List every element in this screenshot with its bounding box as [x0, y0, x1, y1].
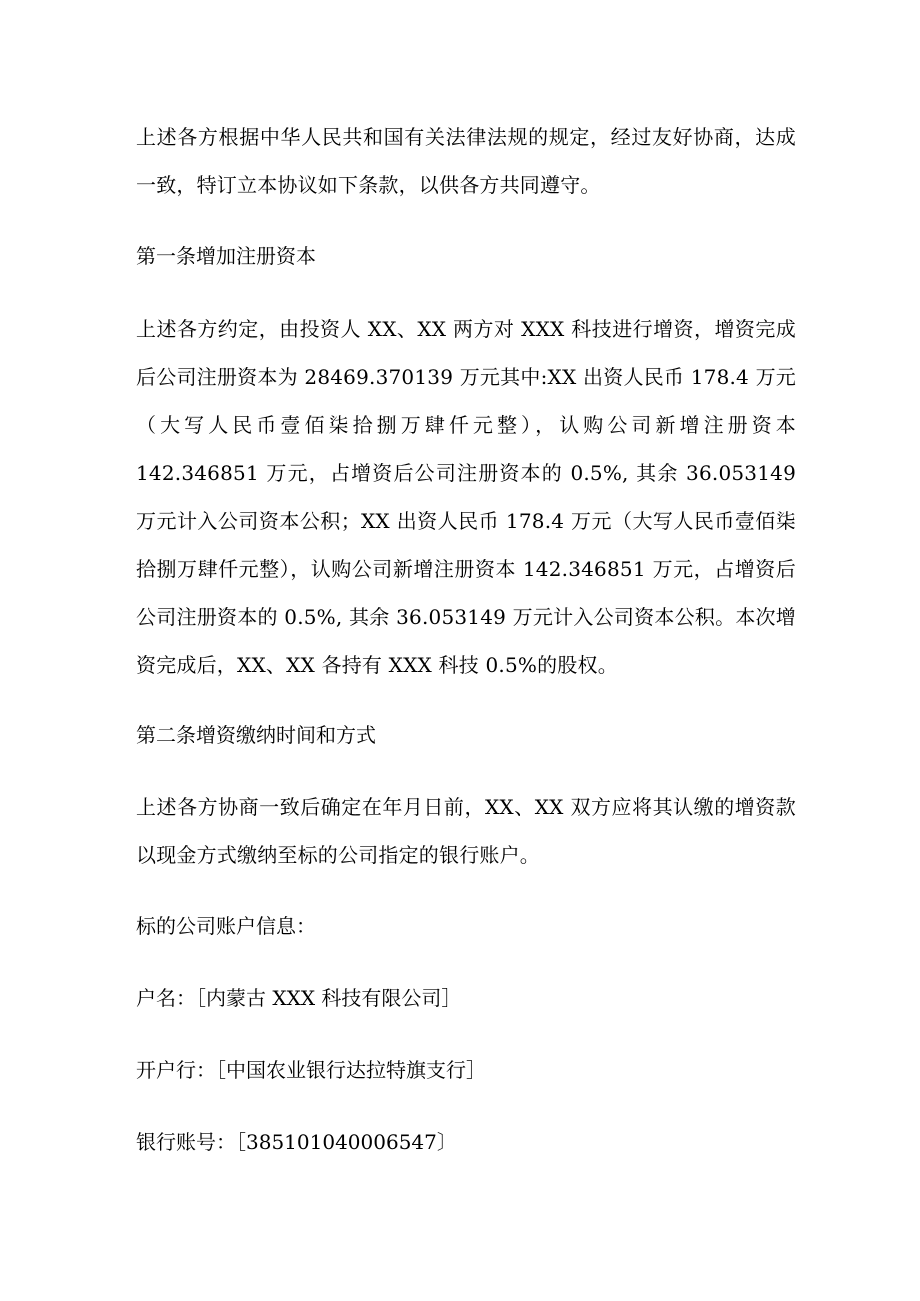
account-name-line: 户名：［内蒙古 XXX 科技有限公司］ [136, 986, 462, 1010]
intro-paragraph: 上述各方根据中华人民共和国有关法律法规的规定，经过友好协商，达成一致，特订立本协议如下条款，以供各方共同遵守。 [136, 125, 796, 197]
article-1-body: 上述各方约定，由投资人 XX、XX 两方对 XXX 科技进行增资，增资完成后公司注册资本为 28469.370139 万元其中:XX 出资人民币 178.4 万元（大写人民币壹佰柒拾捌万肆仟元整），认购公司新增注册资本 142.346851 万元，占增资后公司注册资本的 0.5%, 其余 36.053149 万元计入公司资本公积；XX 出资人民币 178.4 万元（大写人民币壹佰柒拾捌万肆仟元整），认购公司新增注册资本 142.346851 万元，占增资后公司注册资本的 0.5%, 其余 36.053149 万元计入公司资本公积。本次增资完成后，XX、XX 各持有 XXX 科技 0.5%的股权。 [136, 317, 796, 677]
bank-line: 开户行：［中国农业银行达拉特旗支行］ [136, 1058, 486, 1082]
account-number-line: 银行账号：［385101040006547〕 [136, 1130, 457, 1154]
article-1-heading: 第一条增加注册资本 [136, 244, 316, 268]
article-2-body: 上述各方协商一致后确定在年月日前，XX、XX 双方应将其认缴的增资款以现金方式缴纳至标的公司指定的银行账户。 [136, 795, 796, 867]
account-info-label: 标的公司账户信息： [136, 914, 316, 938]
article-2-heading: 第二条增资缴纳时间和方式 [136, 723, 376, 747]
